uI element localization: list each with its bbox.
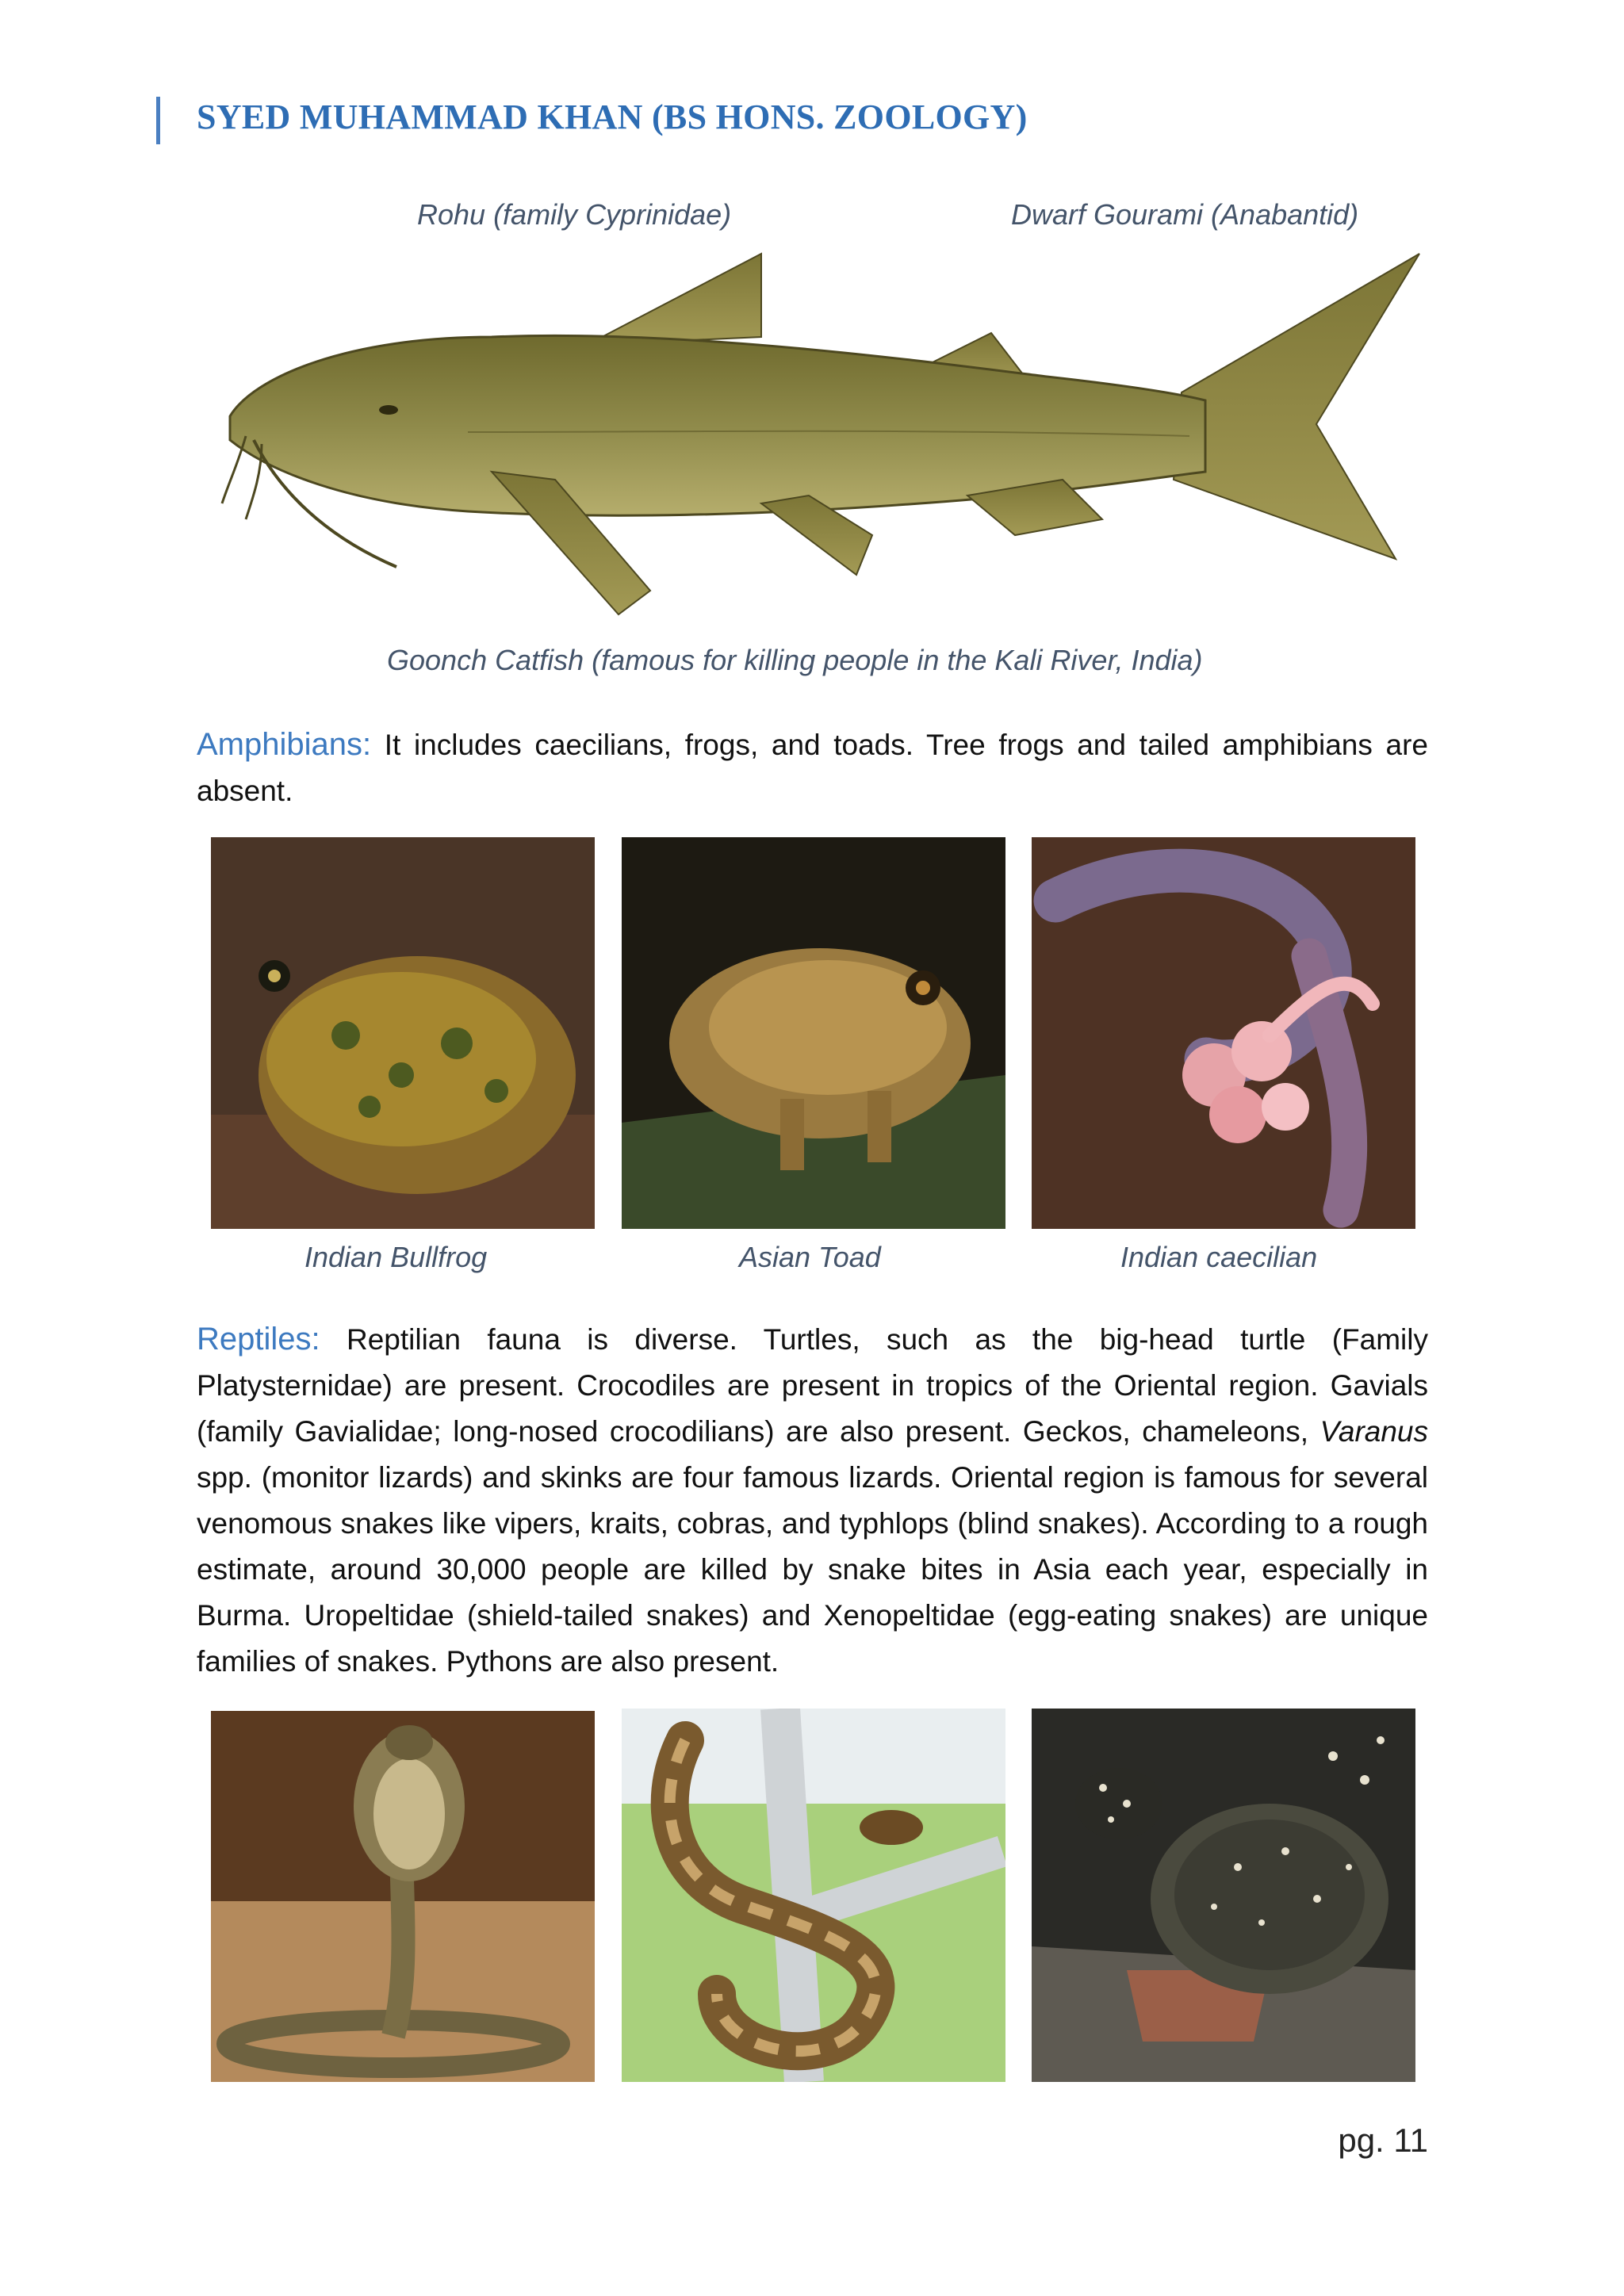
reptiles-text-1: Reptilian fauna is diverse. Turtles, such as the big-head turtle (Family Platysternidae) are present. Crocodiles are present in tropics of the Oriental region. Gavials (family Gavialidae; long-nosed crocodilians) are also present. Geckos, chameleons, xyxy=(197,1323,1428,1448)
amphibians-text: It includes caecilians, frogs, and toads. Tree frogs and tailed amphibians are absent. xyxy=(197,729,1428,807)
indian-bullfrog-photo xyxy=(211,837,595,1229)
python-photo xyxy=(622,1709,1005,2082)
goonch-catfish-caption: Goonch Catfish (famous for killing people in the Kali River, India) xyxy=(387,644,1203,676)
dwarf-gourami-caption: Dwarf Gourami (Anabantid) xyxy=(1011,198,1359,231)
indian-bullfrog-caption: Indian Bullfrog xyxy=(304,1241,488,1273)
cobra-photo xyxy=(211,1711,595,2082)
asian-toad-photo xyxy=(622,837,1005,1229)
indian-caecilian-caption: Indian caecilian xyxy=(1120,1241,1318,1273)
indian-caecilian-photo xyxy=(1032,837,1415,1229)
spotted-turtle-photo xyxy=(1032,1709,1415,2082)
reptiles-heading: Reptiles: xyxy=(197,1322,320,1357)
page-header-title: SYED MUHAMMAD KHAN (BS HONS. ZOOLOGY) xyxy=(197,98,1028,136)
reptiles-italic-varanus: Varanus xyxy=(1320,1415,1428,1448)
goonch-catfish-image xyxy=(206,242,1427,638)
reptiles-text-2: spp. (monitor lizards) and skinks are four famous lizards. Oriental region is famous for several venomous snakes like vipers, kraits, cobras, and typhlops (blind snakes). According to a rough estimate, around 30,000 people are killed by snake bites in Asia each year, especially in Burma. Uropeltidae (shield-tailed snakes) and Xenopeltidae (egg-eating snakes) are unique families of snakes. Pythons are also present. xyxy=(197,1461,1428,1678)
reptiles-paragraph xyxy=(197,1316,1428,1685)
rohu-caption: Rohu (family Cyprinidae) xyxy=(417,198,732,231)
asian-toad-caption: Asian Toad xyxy=(739,1241,881,1273)
page-number: pg. 11 xyxy=(1338,2122,1428,2159)
header-accent-bar xyxy=(156,97,160,144)
amphibians-paragraph xyxy=(197,721,1428,814)
amphibians-heading: Amphibians: xyxy=(197,727,372,762)
